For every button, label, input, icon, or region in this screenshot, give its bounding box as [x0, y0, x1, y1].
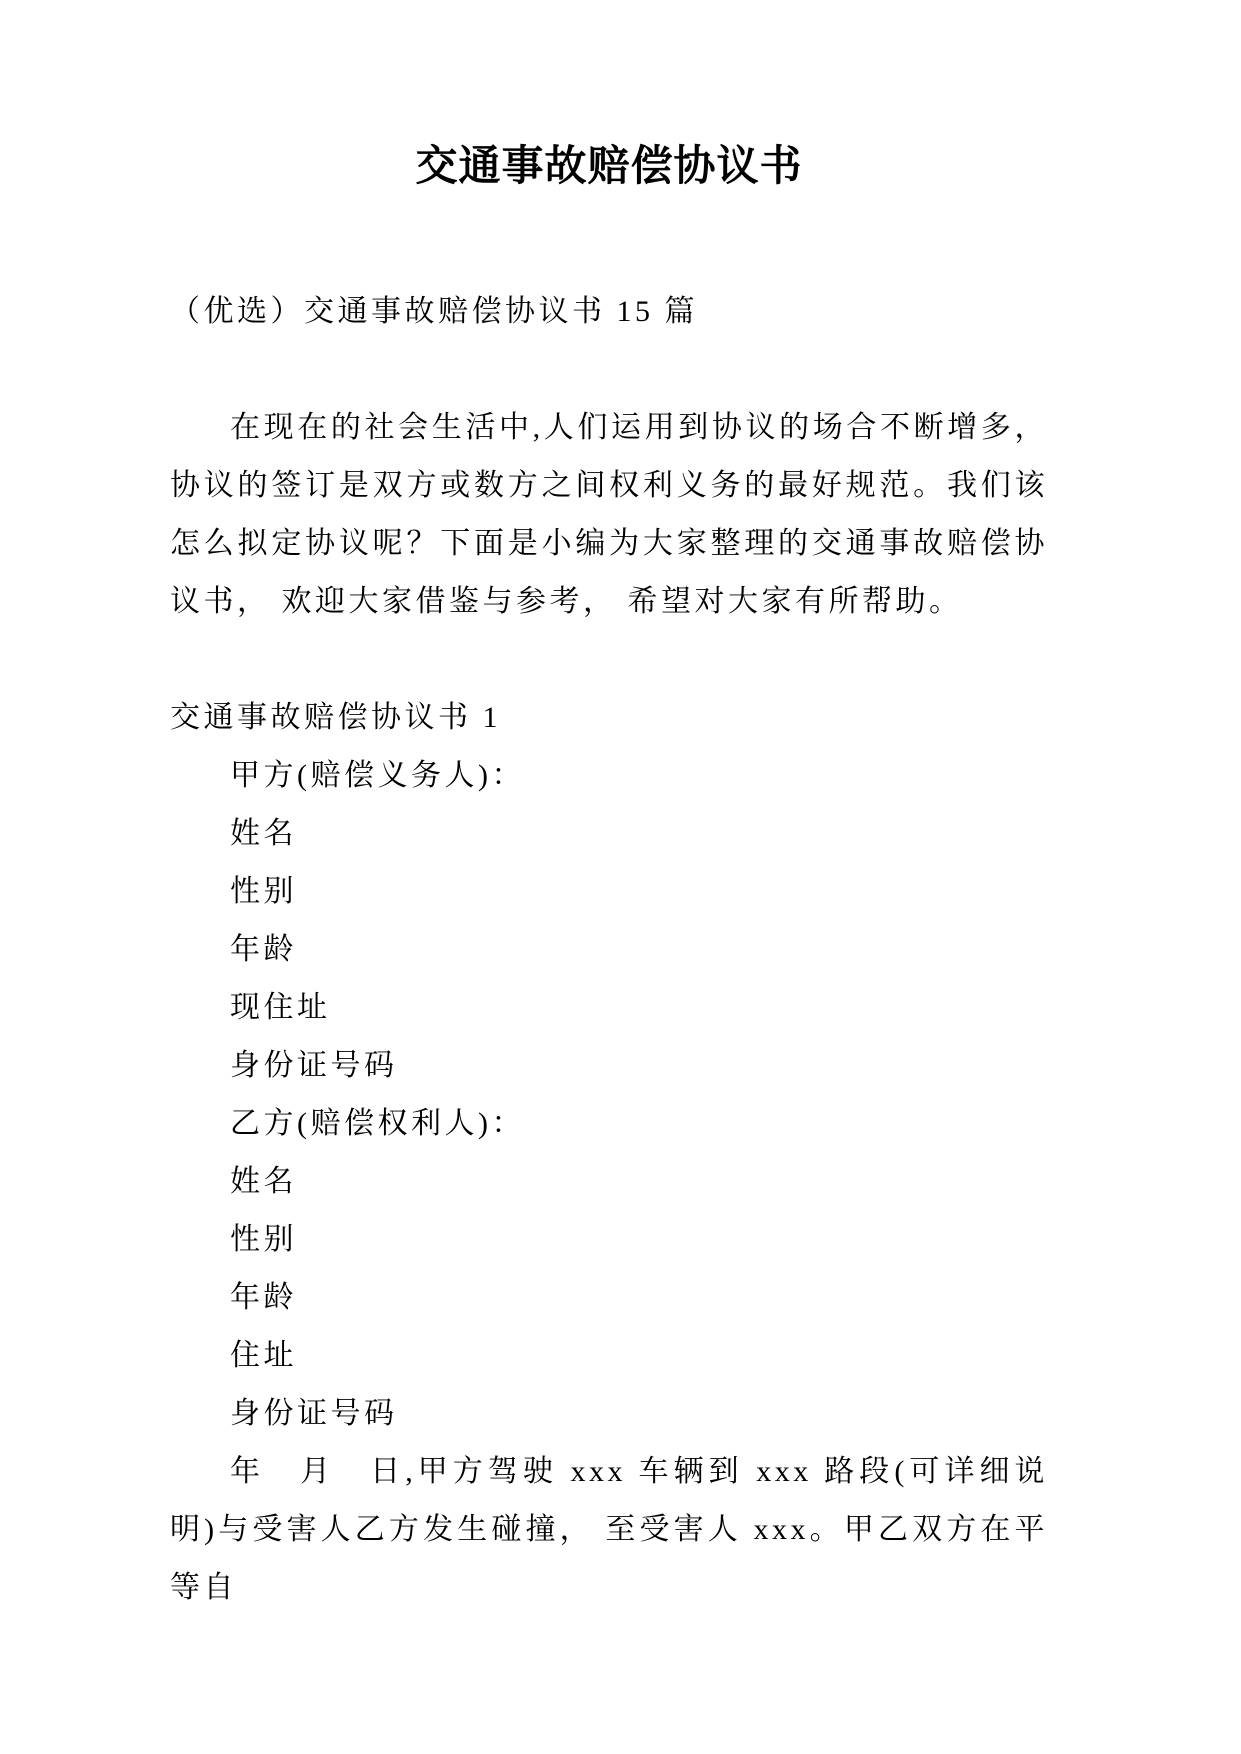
party-a-label: 甲方(赔偿义务人)： — [230, 759, 525, 792]
party-b-name-field: 姓名 — [230, 1165, 297, 1198]
document-title: 交通事故赔偿协议书 — [415, 144, 803, 190]
party-b-id-number-field: 身份证号码 — [230, 1397, 398, 1430]
intro-paragraph: 在现在的社会生活中,人们运用到协议的场合不断增多，协议的签订是双方或数方之间权利义务的最好规范。我们该怎么拟定协议呢？下面是小编为大家整理的交通事故赔偿协议书， 欢迎大家借鉴与参考， 希望对大家有所帮助。 — [170, 411, 1048, 618]
party-a-name-field: 姓名 — [230, 817, 297, 850]
party-a-address-field: 现住址 — [230, 991, 331, 1024]
party-b-address-field: 住址 — [230, 1339, 297, 1372]
party-a-gender-field: 性别 — [230, 875, 297, 908]
party-b-gender-field: 性别 — [230, 1223, 297, 1256]
party-a-age-field: 年龄 — [230, 933, 297, 966]
party-b-age-field: 年龄 — [230, 1281, 297, 1314]
document-content — [170, 0, 1048, 1617]
party-a-id-number-field: 身份证号码 — [230, 1049, 398, 1082]
accident-description-paragraph: 年 月 日,甲方驾驶 xxx 车辆到 xxx 路段(可详细说明)与受害人乙方发生碰撞， 至受害人 xxx。甲乙双方在平等自 — [170, 1455, 1048, 1604]
section-heading: 交通事故赔偿协议书 1 — [170, 701, 501, 734]
party-b-label: 乙方(赔偿权利人)： — [230, 1107, 525, 1140]
document-subtitle: （优选）交通事故赔偿协议书 15 篇 — [170, 295, 698, 328]
